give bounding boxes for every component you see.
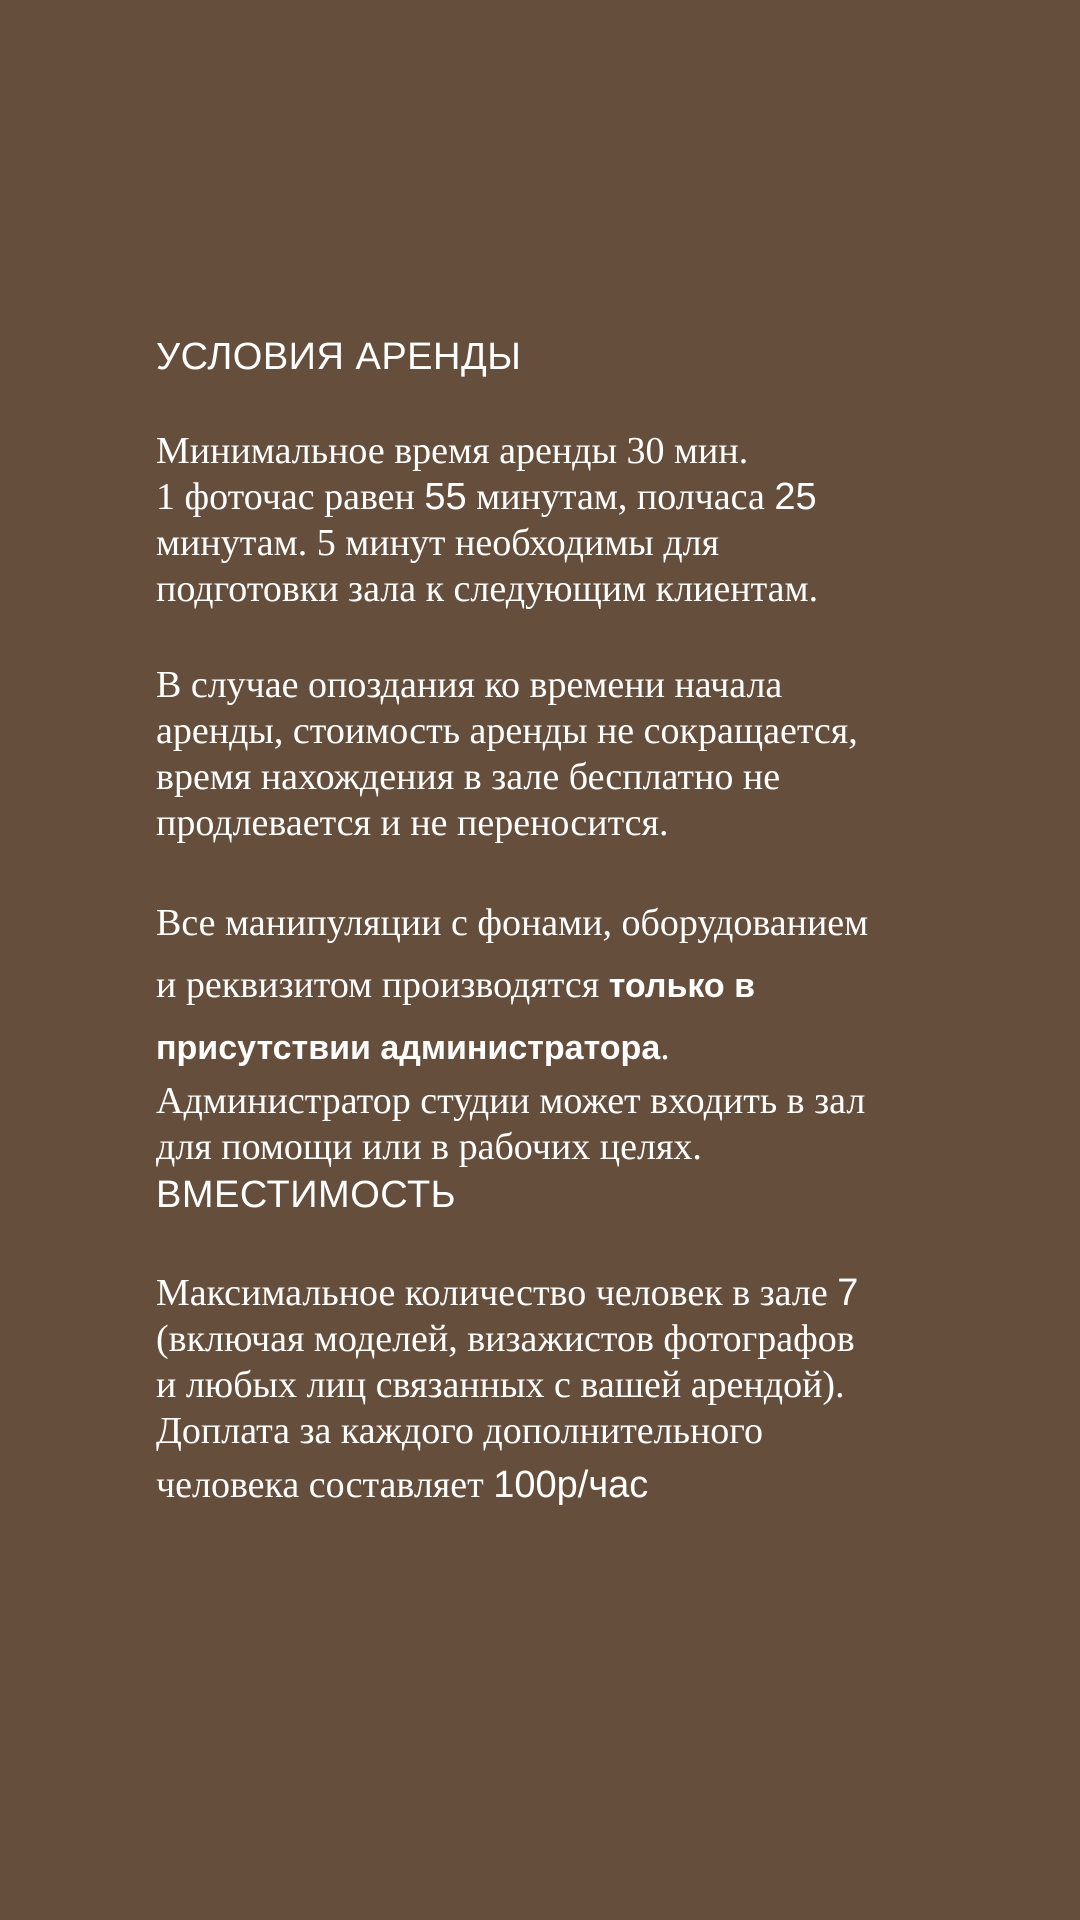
late-line-4: продлевается и не переносится. [156, 802, 669, 844]
capacity-line-4: Доплата за каждого дополнительного [156, 1410, 763, 1452]
min-time-line-1: Минимальное время аренды 30 мин. [156, 430, 749, 472]
min-time-paragraph [156, 428, 818, 612]
rental-terms-page [156, 0, 1036, 1920]
manipulation-text: и реквизитом производятся [156, 964, 609, 1006]
manipulation-line-4: Администратор студии может входить в зал [156, 1080, 866, 1122]
capacity-line-2: (включая моделей, визажистов фотографов [156, 1318, 855, 1360]
manipulation-line-5: для помощи или в рабочих целях. [156, 1126, 702, 1168]
photo-hour-minutes: 55 [424, 476, 467, 518]
late-line-2: аренды, стоимость аренды не сокращается, [156, 710, 858, 752]
admin-presence-emphasis: присутствии администратора [156, 1029, 661, 1067]
capacity-line-1 [156, 1270, 858, 1316]
capacity-paragraph [156, 1270, 858, 1516]
manipulation-line-1: Все манипуляции с фонами, оборудованием [156, 902, 869, 944]
half-hour-text: минутам, полчаса [466, 476, 775, 518]
manipulation-period: . [660, 1026, 670, 1068]
surcharge-text: человека составляет [156, 1464, 494, 1506]
max-people-number: 7 [837, 1272, 859, 1314]
manipulation-paragraph [156, 892, 868, 1170]
late-arrival-paragraph [156, 662, 858, 846]
only-in-emphasis: только в [608, 967, 756, 1005]
half-hour-minutes: 25 [774, 476, 817, 518]
capacity-line-3: и любых лиц связанных с вашей арендой). [156, 1364, 845, 1406]
capacity-line-5 [156, 1454, 858, 1516]
surcharge-price: 100р/час [493, 1464, 649, 1506]
min-time-line-2 [156, 474, 818, 520]
rent-terms-title: УСЛОВИЯ АРЕНДЫ [156, 336, 522, 378]
late-line-1: В случае опоздания ко времени начала [156, 664, 783, 706]
min-time-line-4: подготовки зала к следующим клиентам. [156, 568, 819, 610]
max-people-text: Максимальное количество человек в зале [156, 1272, 838, 1314]
min-time-line-3: минутам. 5 минут необходимы для [156, 522, 720, 564]
late-line-3: время нахождения в зале бесплатно не [156, 756, 781, 798]
photo-hour-text: 1 фоточас равен [156, 476, 425, 518]
manipulation-line-3 [156, 1016, 868, 1078]
capacity-title: ВМЕСТИМОСТЬ [156, 1174, 457, 1216]
manipulation-line-2 [156, 954, 868, 1016]
